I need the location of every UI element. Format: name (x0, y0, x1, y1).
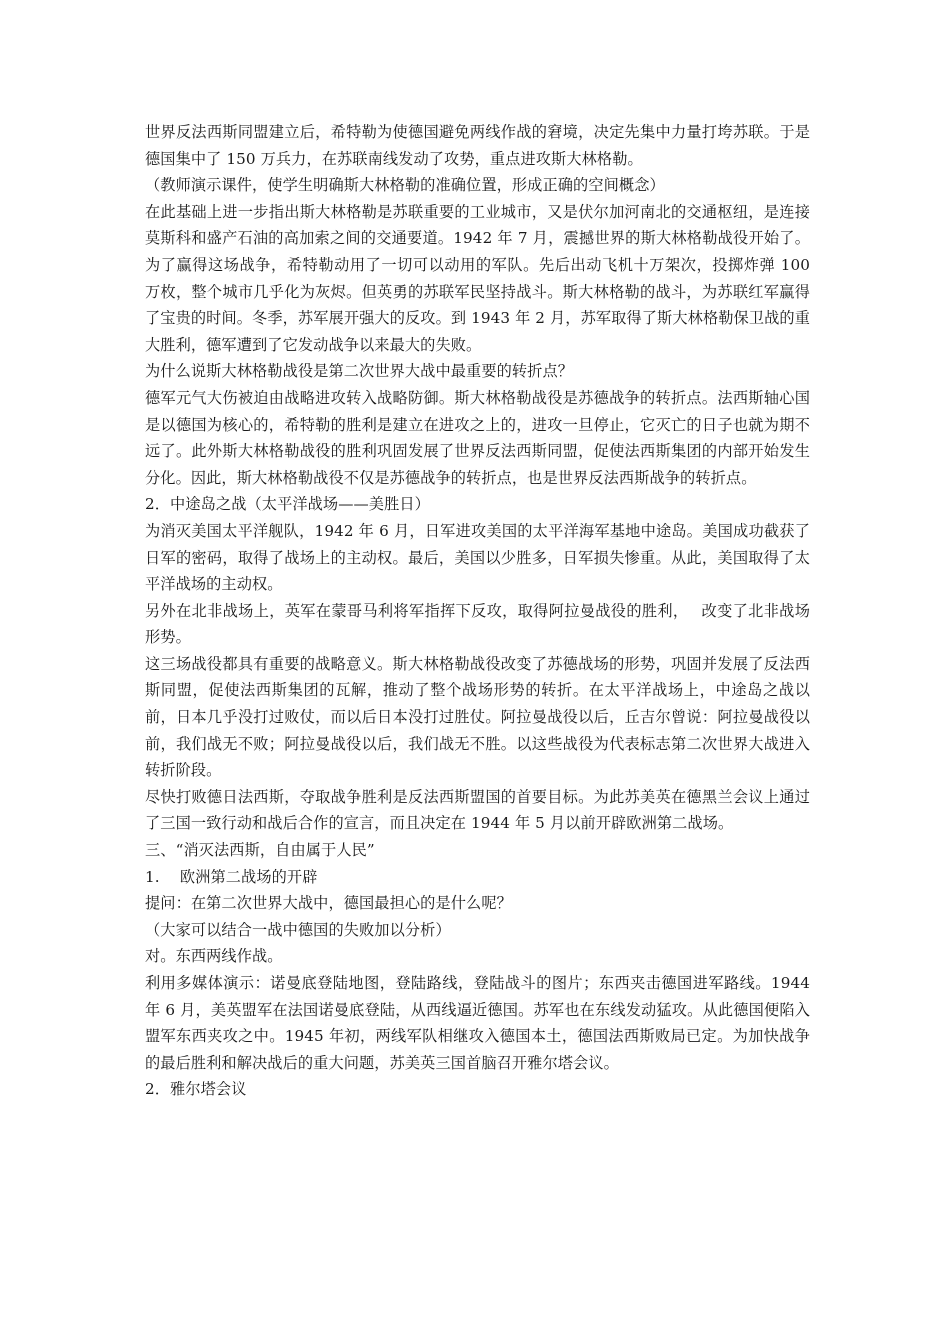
paragraph-question-germany: 提问：在第二次世界大战中，德国最担心的是什么呢？ (145, 894, 512, 913)
heading-midway: 2．中途岛之战（太平洋战场——美胜日） (145, 495, 430, 514)
paragraph-midway: 为消灭美国太平洋舰队，1942 年 6 月，日军进攻美国的太平洋海军基地中途岛。美国成功截获了日军的密码，取得了战场上的主动权。最后，美国以少胜多，日军损失惨重。从此，美国取得了太平洋战场的主动权。 (145, 521, 810, 594)
heading-second-front: 1. 欧洲第二战场的开辟 (145, 867, 318, 886)
paragraph-turning-point-answer: 德军元气大伤被迫由战略进攻转入战略防御。斯大林格勒战役是苏德战争的转折点。法西斯轴心国是以德国为核心的，希特勒的胜利是建立在进攻之上的，进攻一旦停止，它灭亡的日子也就为期不远了。此外斯大林格勒战役的胜利巩固发展了世界反法西斯同盟，促使法西斯集团的内部开始发生分化。因此，斯大林格勒战役不仅是苏德战争的转折点，也是世界反法西斯战争的转折点。 (145, 388, 810, 487)
paragraph-north-africa: 另外在北非战场上，英军在蒙哥马利将军指挥下反攻，取得阿拉曼战役的胜利， 改变了北非战场形势。 (145, 601, 810, 647)
paragraph-tehran-conference: 尽快打败德日法西斯，夺取战争胜利是反法西斯盟国的首要目标。为此苏美英在德黑兰会议上通过了三国一致行动和战后合作的宣言，而且决定在 1944 年 5 月以前开辟欧洲第二战场。 (145, 787, 810, 833)
paragraph-three-battles: 这三场战役都具有重要的战略意义。斯大林格勒战役改变了苏德战场的形势，巩固并发展了反法西斯同盟，促使法西斯集团的瓦解，推动了整个战场形势的转折。在太平洋战场上，中途岛之战以前，日本几乎没打过败仗，而以后日本没打过胜仗。阿拉曼战役以后，丘吉尔曾说：阿拉曼战役以前，我们战无不败；阿拉曼战役以后，我们战无不胜。以这些战役为代表标志第二次世界大战进入转折阶段。 (145, 654, 810, 780)
paragraph-normandy: 利用多媒体演示：诺曼底登陆地图，登陆路线，登陆战斗的图片；东西夹击德国进军路线。1944 年 6 月，美英盟军在法国诺曼底登陆，从西线逼近德国。苏军也在东线发动猛攻。从此德国便陷入盟军东西夹攻之中。1945 年初，两线军队相继攻入德国本土，德国法西斯败局已定。为加快战争的最后胜利和解决战后的重大问题，苏美英三国首脑召开雅尔塔会议。 (145, 974, 810, 1072)
paragraph-stalingrad-intro: 世界反法西斯同盟建立后，希特勒为使德国避免两线作战的窘境，决定先集中力量打垮苏联。于是德国集中了 150 万兵力，在苏联南线发动了攻势，重点进攻斯大林格勒。 (145, 123, 810, 168)
paragraph-analysis-hint: （大家可以结合一战中德国的失败加以分析） (145, 920, 451, 939)
paragraph-teacher-demo-note: （教师演示课件，使学生明确斯大林格勒的准确位置，形成正确的空间概念） (145, 176, 665, 195)
paragraph-turning-point-question: 为什么说斯大林格勒战役是第二次世界大战中最重要的转折点？ (145, 362, 574, 381)
paragraph-stalingrad-battle: 在此基础上进一步指出斯大林格勒是苏联重要的工业城市，又是伏尔加河南北的交通枢纽，是连接莫斯科和盛产石油的高加索之间的交通要道。1942 年 7 月，震撼世界的斯大林格勒战役开始了。为了赢得这场战争，希特勒动用了一切可以动用的军队。先后出动飞机十万架次，投掷炸弹 100 万枚，整个城市几乎化为灰烬。但英勇的苏联军民坚持战斗。斯大林格勒的战斗，为苏联红军赢得了宝贵的时间。冬季，苏军展开强大的反攻。到 1943 年 2 月，苏军取得了斯大林格勒保卫战的重大胜利，德军遭到了它发动战争以来最大的失败。 (145, 202, 810, 354)
heading-section-three: 三、“消灭法西斯，自由属于人民” (145, 841, 375, 860)
heading-yalta: 2．雅尔塔会议 (145, 1080, 247, 1099)
paragraph-answer-two-fronts: 对。东西两线作战。 (145, 947, 283, 966)
document-body (145, 119, 810, 1103)
